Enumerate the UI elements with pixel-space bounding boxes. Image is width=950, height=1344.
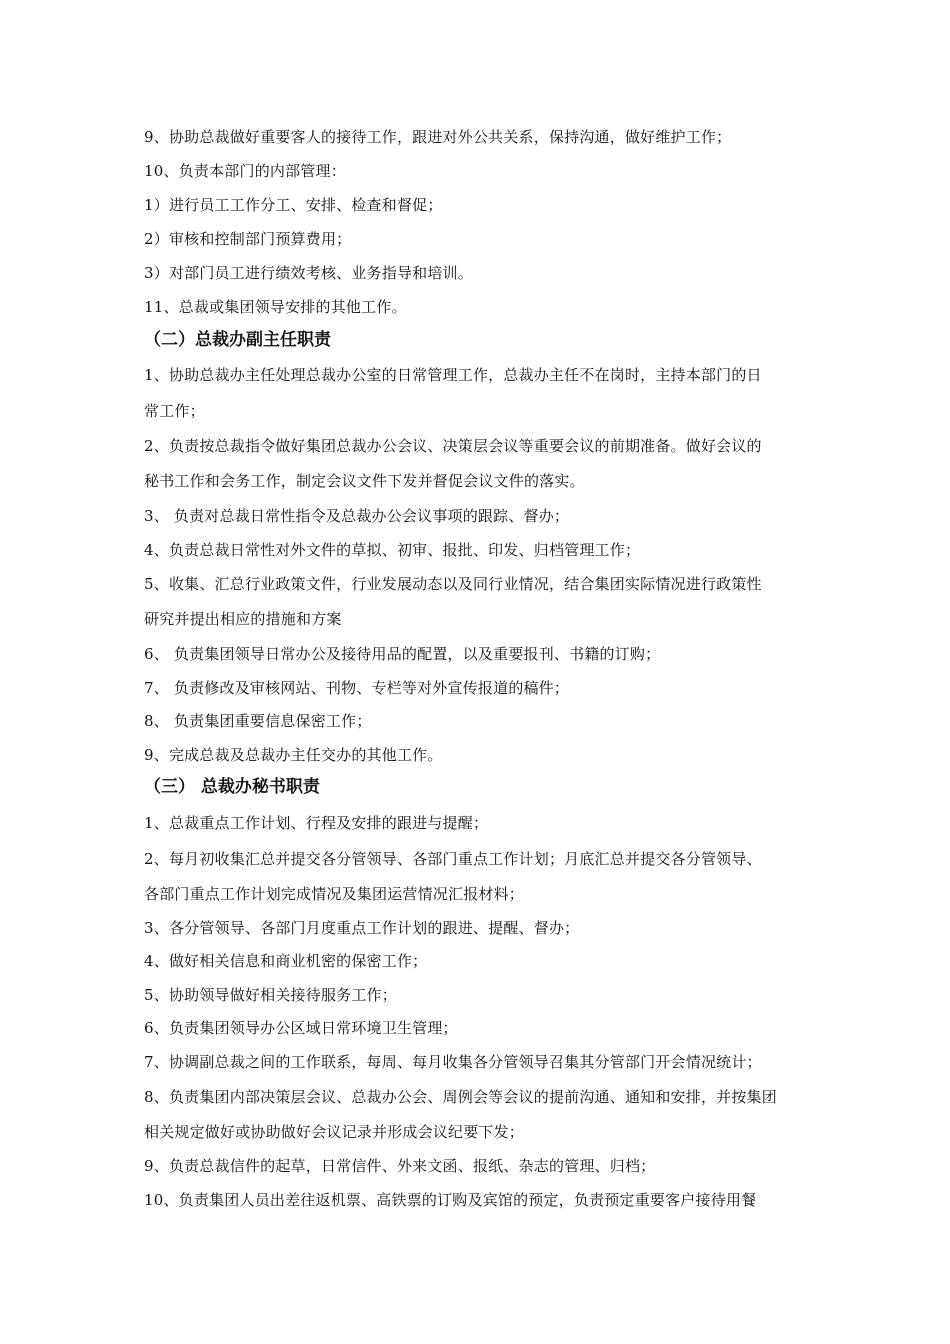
text-line: 2）审核和控制部门预算费用； bbox=[144, 230, 352, 248]
text-line: 2、负责按总裁指令做好集团总裁办公会议、决策层会议等重要会议的前期准备。做好会议的 bbox=[144, 437, 762, 455]
text-line: 3）对部门员工进行绩效考核、业务指导和培训。 bbox=[144, 264, 473, 282]
text-line: 6、 负责集团领导日常办公及接待用品的配置，以及重要报刊、书籍的订购； bbox=[144, 645, 661, 663]
text-line: 秘书工作和会务工作，制定会议文件下发并督促会议文件的落实。 bbox=[144, 472, 585, 490]
text-line: 8、负责集团内部决策层会议、总裁办公会、周例会等会议的提前沟通、通知和安排，并按集团 bbox=[144, 1088, 777, 1106]
text-line: 9、负责总裁信件的起草，日常信件、外来文函、报纸、杂志的管理、归档； bbox=[144, 1157, 656, 1175]
text-line: 研究并提出相应的措施和方案 bbox=[144, 610, 342, 628]
text-line: 9、协助总裁做好重要客人的接待工作，跟进对外公共关系，保持沟通，做好维护工作； bbox=[144, 128, 732, 146]
text-line: 各部门重点工作计划完成情况及集团运营情况汇报材料； bbox=[144, 885, 525, 903]
text-line: 6、负责集团领导办公区域日常环境卫生管理； bbox=[144, 1019, 458, 1037]
text-line: 5、收集、汇总行业政策文件，行业发展动态以及同行业情况，结合集团实际情况进行政策性 bbox=[144, 575, 762, 593]
text-line: 10、负责集团人员出差往返机票、高铁票的订购及宾馆的预定，负责预定重要客户接待用餐 bbox=[144, 1191, 757, 1209]
text-line: 1、协助总裁办主任处理总裁办公室的日常管理工作，总裁办主任不在岗时，主持本部门的日 bbox=[144, 366, 762, 384]
text-line: 9、完成总裁及总裁办主任交办的其他工作。 bbox=[144, 746, 443, 764]
text-line: 1）进行员工工作分工、安排、检查和督促； bbox=[144, 196, 443, 214]
text-line: 11、总裁或集团领导安排的其他工作。 bbox=[144, 298, 407, 316]
text-line: 2、每月初收集汇总并提交各分管领导、各部门重点工作计划；月底汇总并提交各分管领导、 bbox=[144, 850, 762, 868]
text-line: 3、 负责对总裁日常性指令及总裁办公会议事项的跟踪、督办； bbox=[144, 507, 570, 525]
text-line: 8、 负责集团重要信息保密工作； bbox=[144, 712, 372, 730]
text-line: 4、做好相关信息和商业机密的保密工作； bbox=[144, 952, 428, 970]
text-line: 5、协助领导做好相关接待服务工作； bbox=[144, 986, 397, 1004]
text-line: 7、协调副总裁之间的工作联系，每周、每月收集各分管领导召集其分管部门开会情况统计； bbox=[144, 1053, 762, 1071]
text-line: 3、各分管领导、各部门月度重点工作计划的跟进、提醒、督办； bbox=[144, 919, 580, 937]
section-heading-deputy-director: （二）总裁办副主任职责 bbox=[144, 330, 331, 350]
text-line: 7、 负责修改及审核网站、刊物、专栏等对外宣传报道的稿件； bbox=[144, 679, 570, 697]
text-line: 常工作； bbox=[144, 402, 205, 420]
text-line: 4、负责总裁日常性对外文件的草拟、初审、报批、印发、归档管理工作； bbox=[144, 541, 641, 559]
section-heading-secretary: （三） 总裁办秘书职责 bbox=[144, 777, 320, 797]
text-line: 10、负责本部门的内部管理： bbox=[144, 162, 346, 180]
text-line: 1、总裁重点工作计划、行程及安排的跟进与提醒； bbox=[144, 814, 489, 832]
text-line: 相关规定做好或协助做好会议记录并形成会议纪要下发； bbox=[144, 1123, 525, 1141]
